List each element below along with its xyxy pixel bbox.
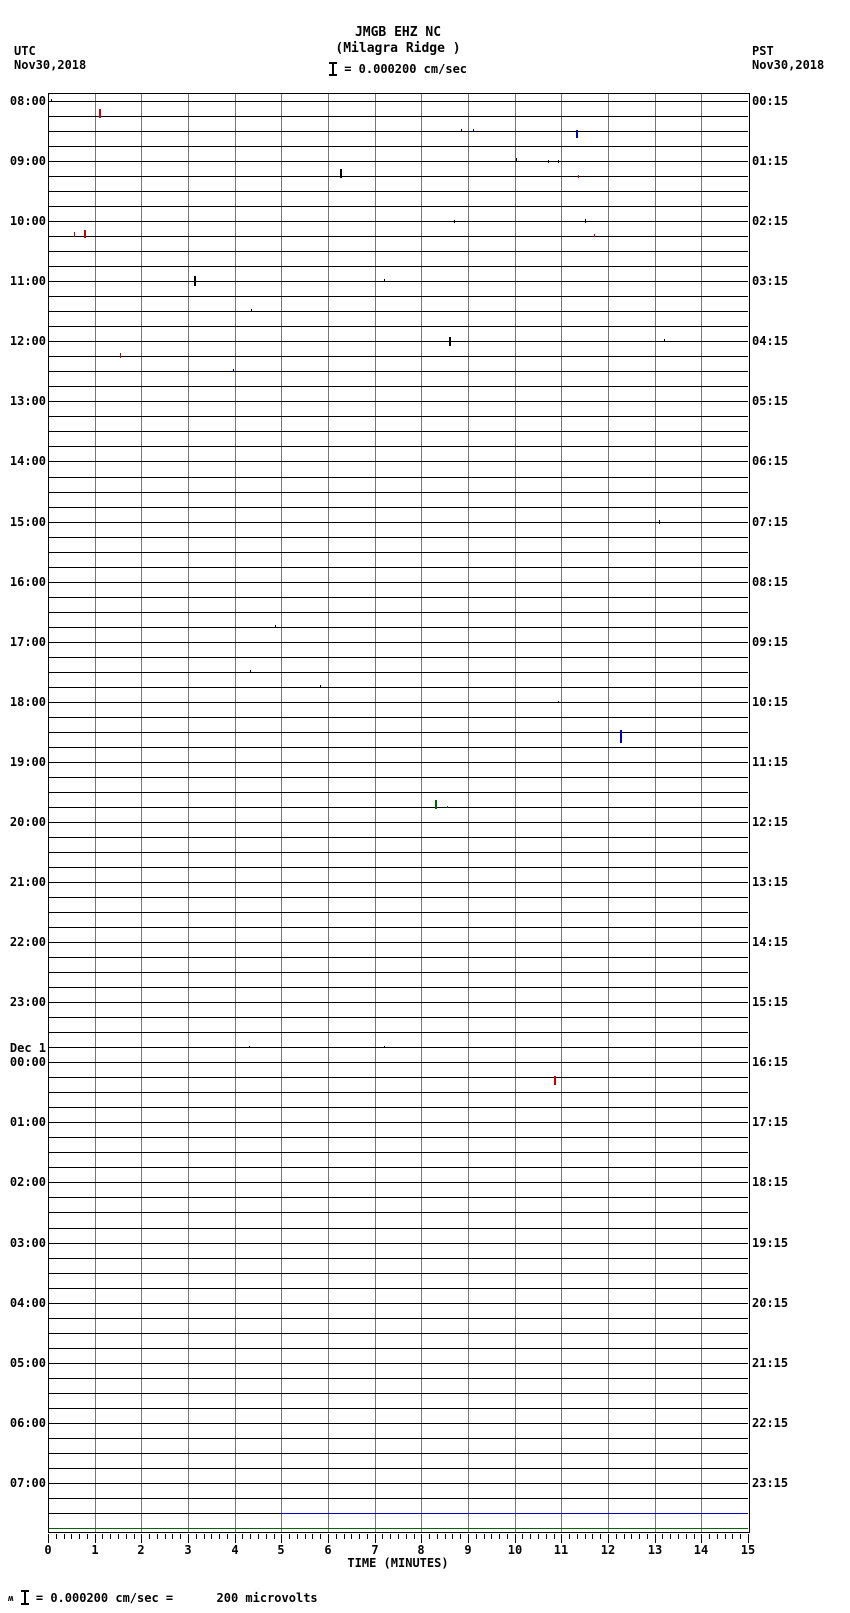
- pst-time-label: 07:15: [752, 515, 789, 529]
- axis-minor-tick: [670, 1534, 671, 1539]
- axis-minor-tick: [624, 1534, 625, 1539]
- axis-minor-tick: [460, 1534, 461, 1539]
- utc-time-label: 18:00: [9, 695, 46, 709]
- pst-date: Nov30,2018: [752, 58, 825, 72]
- axis-major-tick: [188, 1534, 189, 1543]
- utc-time-label: 22:00: [9, 935, 46, 949]
- axis-minor-tick: [429, 1534, 430, 1539]
- axis-tick-label: 7: [371, 1543, 379, 1557]
- utc-time-label: 08:00: [9, 94, 46, 108]
- axis-minor-tick: [662, 1534, 663, 1539]
- axis-major-tick: [561, 1534, 562, 1543]
- axis-minor-tick: [211, 1534, 212, 1539]
- utc-label: UTC: [14, 44, 36, 58]
- amplitude-scale-note: [329, 62, 467, 76]
- axis-minor-tick: [554, 1534, 555, 1539]
- pst-time-label: 11:15: [752, 755, 789, 769]
- axis-minor-tick: [445, 1534, 446, 1539]
- axis-minor-tick: [320, 1534, 321, 1539]
- axis-major-tick: [281, 1534, 282, 1543]
- axis-major-tick: [95, 1534, 96, 1543]
- axis-minor-tick: [102, 1534, 103, 1539]
- axis-tick-label: 10: [507, 1543, 523, 1557]
- utc-time-label: 23:00: [9, 995, 46, 1009]
- axis-minor-tick: [289, 1534, 290, 1539]
- axis-major-tick: [235, 1534, 236, 1543]
- axis-minor-tick: [437, 1534, 438, 1539]
- utc-time-label: 16:00: [9, 575, 46, 589]
- axis-minor-tick: [258, 1534, 259, 1539]
- axis-minor-tick: [592, 1534, 593, 1539]
- footer-scale-bar-icon: [21, 1590, 29, 1605]
- utc-time-label: 09:00: [9, 154, 46, 168]
- x-axis-label: TIME (MINUTES): [347, 1556, 449, 1570]
- footer-scale-text: = 0.000200 cm/sec = 200 microvolts: [28, 1591, 318, 1605]
- axis-minor-tick: [134, 1534, 135, 1539]
- axis-minor-tick: [530, 1534, 531, 1539]
- axis-minor-tick: [305, 1534, 306, 1539]
- utc-time-label: Dec 1 00:00: [9, 1041, 46, 1069]
- pst-time-label: 23:15: [752, 1476, 789, 1490]
- axis-tick-label: 13: [647, 1543, 663, 1557]
- axis-minor-tick: [600, 1534, 601, 1539]
- station-subtitle: (Milagra Ridge ): [335, 41, 461, 56]
- pst-time-label: 22:15: [752, 1416, 789, 1430]
- axis-minor-tick: [149, 1534, 150, 1539]
- axis-minor-tick: [484, 1534, 485, 1539]
- pst-time-label: 14:15: [752, 935, 789, 949]
- axis-minor-tick: [569, 1534, 570, 1539]
- pst-time-label: 20:15: [752, 1296, 789, 1310]
- scale-text: = 0.000200 cm/sec: [336, 62, 468, 76]
- axis-minor-tick: [406, 1534, 407, 1539]
- utc-time-label: 03:00: [9, 1236, 46, 1250]
- axis-minor-tick: [740, 1534, 741, 1539]
- axis-minor-tick: [359, 1534, 360, 1539]
- axis-minor-tick: [274, 1534, 275, 1539]
- axis-minor-tick: [452, 1534, 453, 1539]
- station-title: JMGB EHZ NC: [354, 25, 442, 40]
- utc-time-label: 14:00: [9, 454, 46, 468]
- axis-minor-tick: [725, 1534, 726, 1539]
- axis-minor-tick: [180, 1534, 181, 1539]
- axis-tick-label: 3: [184, 1543, 192, 1557]
- utc-time-label: 05:00: [9, 1356, 46, 1370]
- axis-tick-label: 0: [44, 1543, 52, 1557]
- pst-time-label: 08:15: [752, 575, 789, 589]
- pst-time-label: 15:15: [752, 995, 789, 1009]
- pst-time-label: 01:15: [752, 154, 789, 168]
- axis-minor-tick: [709, 1534, 710, 1539]
- pst-time-label: 00:15: [752, 94, 789, 108]
- pst-time-label: 13:15: [752, 875, 789, 889]
- axis-minor-tick: [476, 1534, 477, 1539]
- utc-time-label: 19:00: [9, 755, 46, 769]
- footer-glyph: ʍ: [8, 1594, 14, 1604]
- axis-minor-tick: [367, 1534, 368, 1539]
- pst-time-label: 16:15: [752, 1055, 789, 1069]
- pst-time-label: 03:15: [752, 274, 789, 288]
- axis-minor-tick: [227, 1534, 228, 1539]
- axis-minor-tick: [398, 1534, 399, 1539]
- axis-minor-tick: [717, 1534, 718, 1539]
- utc-time-label: 17:00: [9, 635, 46, 649]
- axis-minor-tick: [414, 1534, 415, 1539]
- utc-time-label: 02:00: [9, 1175, 46, 1189]
- axis-tick-label: 2: [137, 1543, 145, 1557]
- axis-tick-label: 5: [277, 1543, 285, 1557]
- axis-minor-tick: [538, 1534, 539, 1539]
- axis-tick-label: 8: [417, 1543, 425, 1557]
- axis-tick-label: 11: [553, 1543, 569, 1557]
- axis-minor-tick: [499, 1534, 500, 1539]
- axis-minor-tick: [126, 1534, 127, 1539]
- pst-time-label: 10:15: [752, 695, 789, 709]
- axis-minor-tick: [390, 1534, 391, 1539]
- axis-minor-tick: [172, 1534, 173, 1539]
- axis-minor-tick: [242, 1534, 243, 1539]
- plot-frame: [48, 93, 750, 1533]
- axis-minor-tick: [507, 1534, 508, 1539]
- pst-time-label: 19:15: [752, 1236, 789, 1250]
- axis-major-tick: [748, 1534, 749, 1543]
- axis-tick-label: 9: [464, 1543, 472, 1557]
- axis-minor-tick: [344, 1534, 345, 1539]
- axis-major-tick: [328, 1534, 329, 1543]
- footer-scale-note: [8, 1590, 318, 1605]
- axis-minor-tick: [297, 1534, 298, 1539]
- axis-minor-tick: [351, 1534, 352, 1539]
- axis-minor-tick: [157, 1534, 158, 1539]
- axis-minor-tick: [639, 1534, 640, 1539]
- utc-time-label: 20:00: [9, 815, 46, 829]
- axis-minor-tick: [382, 1534, 383, 1539]
- axis-major-tick: [48, 1534, 49, 1543]
- utc-time-label: 07:00: [9, 1476, 46, 1490]
- utc-time-label: 04:00: [9, 1296, 46, 1310]
- axis-minor-tick: [647, 1534, 648, 1539]
- axis-minor-tick: [165, 1534, 166, 1539]
- axis-tick-label: 12: [600, 1543, 616, 1557]
- axis-minor-tick: [522, 1534, 523, 1539]
- scale-bar-icon: [329, 62, 337, 76]
- axis-tick-label: 1: [91, 1543, 99, 1557]
- utc-time-label: 15:00: [9, 515, 46, 529]
- axis-minor-tick: [219, 1534, 220, 1539]
- pst-time-label: 05:15: [752, 394, 789, 408]
- axis-minor-tick: [585, 1534, 586, 1539]
- utc-time-label: 13:00: [9, 394, 46, 408]
- axis-minor-tick: [312, 1534, 313, 1539]
- pst-time-label: 18:15: [752, 1175, 789, 1189]
- pst-time-label: 04:15: [752, 334, 789, 348]
- axis-minor-tick: [118, 1534, 119, 1539]
- axis-minor-tick: [678, 1534, 679, 1539]
- axis-minor-tick: [732, 1534, 733, 1539]
- pst-time-label: 21:15: [752, 1356, 789, 1370]
- axis-minor-tick: [79, 1534, 80, 1539]
- pst-time-label: 12:15: [752, 815, 789, 829]
- axis-minor-tick: [577, 1534, 578, 1539]
- axis-major-tick: [375, 1534, 376, 1543]
- axis-minor-tick: [71, 1534, 72, 1539]
- axis-minor-tick: [491, 1534, 492, 1539]
- axis-minor-tick: [204, 1534, 205, 1539]
- axis-minor-tick: [546, 1534, 547, 1539]
- axis-major-tick: [421, 1534, 422, 1543]
- axis-major-tick: [608, 1534, 609, 1543]
- axis-major-tick: [655, 1534, 656, 1543]
- axis-minor-tick: [686, 1534, 687, 1539]
- pst-time-label: 06:15: [752, 454, 789, 468]
- axis-minor-tick: [616, 1534, 617, 1539]
- axis-minor-tick: [87, 1534, 88, 1539]
- utc-time-label: 11:00: [9, 274, 46, 288]
- axis-minor-tick: [631, 1534, 632, 1539]
- pst-label: PST: [752, 44, 774, 58]
- pst-time-label: 17:15: [752, 1115, 789, 1129]
- utc-time-label: 21:00: [9, 875, 46, 889]
- axis-minor-tick: [250, 1534, 251, 1539]
- utc-time-label: 06:00: [9, 1416, 46, 1430]
- axis-major-tick: [141, 1534, 142, 1543]
- axis-minor-tick: [694, 1534, 695, 1539]
- axis-major-tick: [515, 1534, 516, 1543]
- utc-time-label: 10:00: [9, 214, 46, 228]
- axis-minor-tick: [64, 1534, 65, 1539]
- axis-major-tick: [468, 1534, 469, 1543]
- utc-date: Nov30,2018: [14, 58, 87, 72]
- axis-minor-tick: [110, 1534, 111, 1539]
- axis-tick-label: 15: [740, 1543, 756, 1557]
- pst-time-label: 02:15: [752, 214, 789, 228]
- axis-minor-tick: [266, 1534, 267, 1539]
- axis-minor-tick: [56, 1534, 57, 1539]
- axis-tick-label: 4: [231, 1543, 239, 1557]
- axis-major-tick: [701, 1534, 702, 1543]
- axis-tick-label: 6: [324, 1543, 332, 1557]
- axis-minor-tick: [336, 1534, 337, 1539]
- utc-time-label: 12:00: [9, 334, 46, 348]
- pst-time-label: 09:15: [752, 635, 789, 649]
- axis-tick-label: 14: [693, 1543, 709, 1557]
- utc-time-label: 01:00: [9, 1115, 46, 1129]
- axis-minor-tick: [196, 1534, 197, 1539]
